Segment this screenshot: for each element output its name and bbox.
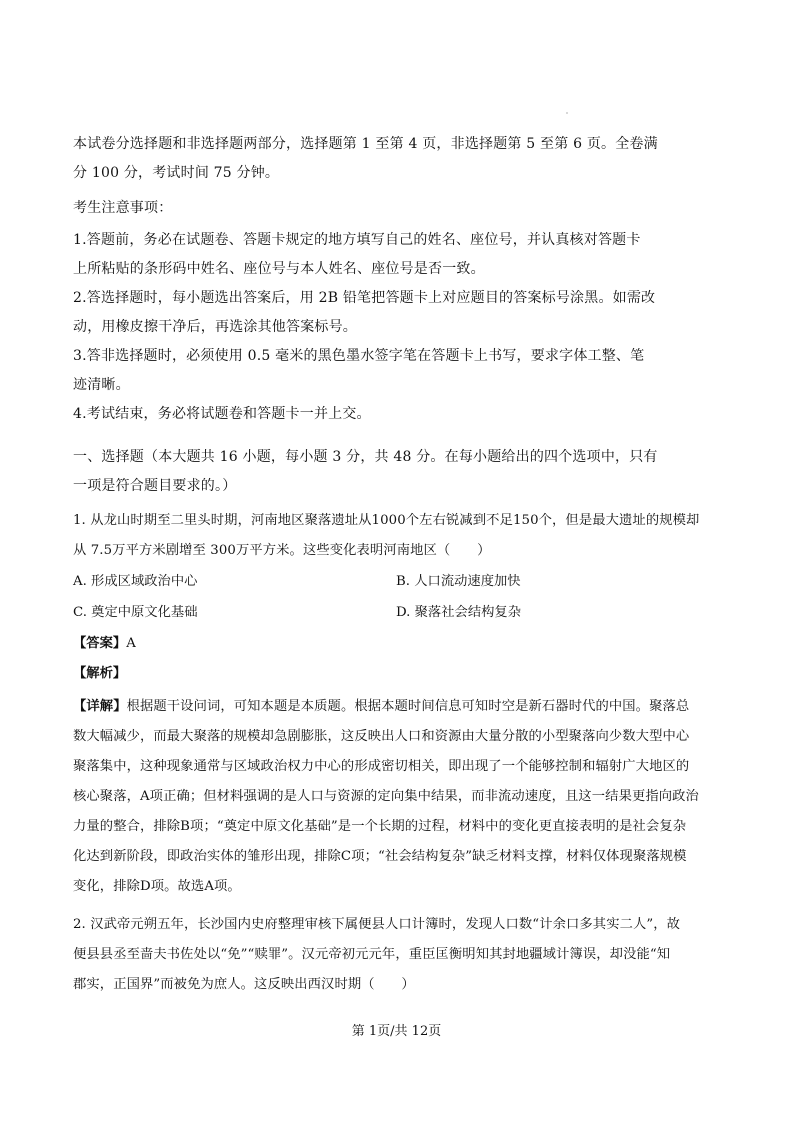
- detail-line: 聚落集中，这种现象通常与区域政治权力中心的形成密切相关，即出现了一个能够控制和辐射广大地区的: [73, 759, 690, 774]
- detail-line: 核心聚落，A项正确；但材料强调的是人口与资源的定向集中结果，而非流动速度，且这一结果更指向政治: [73, 789, 699, 804]
- question-1-options-row-1: [73, 567, 723, 597]
- question-stem-line: 郡实，正国界”而被免为庶人。这反映出西汉时期（ ）: [73, 977, 415, 992]
- section-title-line: 一项是符合题目要求的。）: [73, 478, 237, 494]
- intro-line: 分 100 分，考试时间 75 分钟。: [73, 165, 280, 181]
- detail-tag: 【详解】: [73, 699, 127, 714]
- question-stem-line: 2. 汉武帝元朔五年，长沙国内史府整理审核下属便县人口计簿时，发现人口数“计余口多其实二人”，故: [73, 917, 681, 932]
- notice-item-3: 迹清晰。: [73, 377, 130, 393]
- page-number: 第 1页/共 12页: [351, 1024, 442, 1039]
- intro-paragraph: [73, 130, 723, 188]
- detail-line: 数大幅减少，而最大聚落的规模却急剧膨胀，这反映出人口和资源由大量分散的小型聚落向少数大型中心: [73, 729, 690, 744]
- question-stem-line: 便县县丞至啬夫书佐处以“免”“赎罪”。汉元帝初元元年，重臣匡衡明知其封地疆域计簿误，却没能“知: [73, 947, 671, 962]
- notice-section: [73, 194, 723, 223]
- analysis-tag: 【解析】: [73, 666, 127, 681]
- detail-line: 【详解】根据题干设问词，可知本题是本质题。根据本题时间信息可知时空是新石器时代的中国。聚落总: [73, 699, 690, 714]
- answer-line: [73, 632, 136, 656]
- option-a: A. 形成区域政治中心: [73, 574, 198, 589]
- notice-title: 考生注意事项：: [73, 200, 173, 216]
- answer-value: A: [126, 636, 136, 651]
- question-1-options-row-2: [73, 598, 723, 628]
- option-c: C. 奠定中原文化基础: [73, 605, 198, 620]
- notice-item-1: 上所粘贴的条形码中姓名、座位号与本人姓名、座位号是否一致。: [73, 261, 485, 277]
- notice-item-1: 1.答题前，务必在试题卷、答题卡规定的地方填写自己的姓名、座位号，并认真核对答题卡: [73, 232, 641, 248]
- detail-line: 化达到新阶段，即政治实体的雏形出现，排除C项；“社会结构复杂”缺乏材料支撑，材料仅体现聚落规模: [73, 849, 687, 864]
- intro-line: 本试卷分选择题和非选择题两部分，选择题第 1 至第 4 页，非选择题第 5 至第 6 页。全卷满: [73, 136, 658, 152]
- answer-tag: 【答案】: [73, 636, 127, 651]
- notice-item-2: 动，用橡皮擦干净后，再选涂其他答案标号。: [73, 319, 357, 335]
- detail-line: 力量的整合，排除B项；“奠定中原文化基础”是一个长期的过程，材料中的变化更直接表明的是社会复杂: [73, 819, 687, 834]
- option-d: D. 聚落社会结构复杂: [396, 605, 522, 620]
- option-b: B. 人口流动速度加快: [396, 574, 521, 589]
- section-title: [73, 443, 723, 501]
- notice-item-4: 4.考试结束，务必将试题卷和答题卡一并上交。: [73, 406, 371, 422]
- detail-line: 变化，排除D项。故选A项。: [73, 879, 241, 894]
- question-2-stem: [73, 910, 723, 1000]
- scan-speck: [566, 112, 568, 114]
- question-1-detail: [73, 692, 723, 902]
- notice-items: [73, 226, 723, 429]
- question-stem-line: 从 7.5万平方米剧增至 300万平方米。这些变化表明河南地区（ ）: [73, 543, 491, 558]
- notice-item-3: 3.答非选择题时，必须使用 0.5 毫米的黑色墨水签字笔在答题卡上书写，要求字体工整、笔: [73, 348, 645, 364]
- notice-item-2: 2.答选择题时，每小题选出答案后，用 2B 铅笔把答题卡上对应题目的答案标号涂黑。如需改: [73, 290, 656, 306]
- question-stem-line: 1. 从龙山时期至二里头时期，河南地区聚落遗址从1000个左右锐减到不足150个，但是最大遗址的规模却: [73, 513, 700, 528]
- section-title-line: 一、选择题（本大题共 16 小题，每小题 3 分，共 48 分。在每小题给出的四个选项中，只有: [73, 449, 658, 465]
- question-1-stem: [73, 506, 723, 566]
